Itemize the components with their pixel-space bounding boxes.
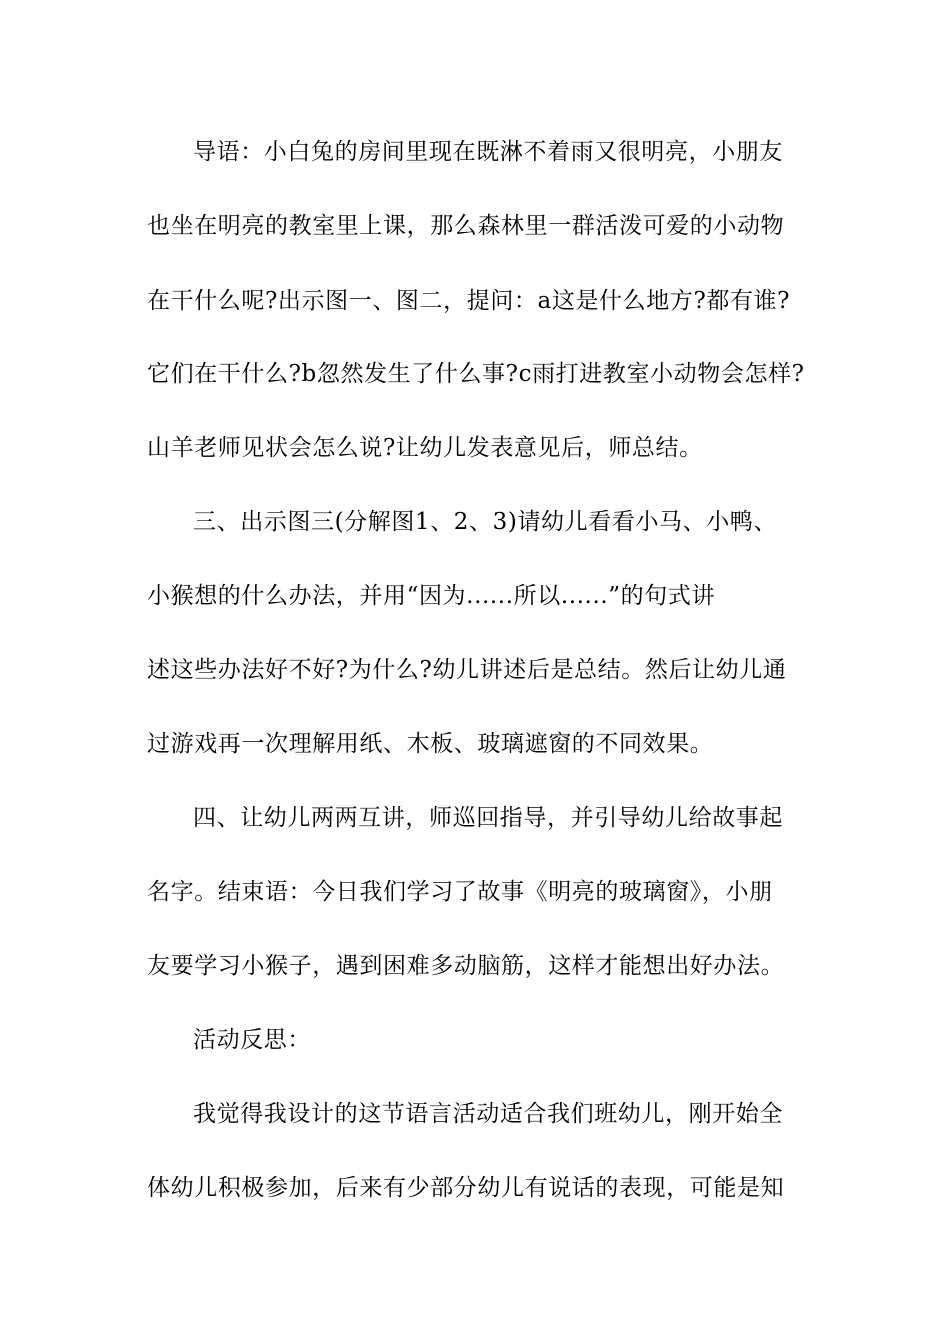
paragraph-line: 小猴想的什么办法，并用“因为......所以......”的句式讲 <box>147 583 716 609</box>
paragraph-line: 导语：小白兔的房间里现在既淋不着雨又很明亮，小朋友 <box>193 139 783 165</box>
paragraph-line: 我觉得我设计的这节语言活动适合我们班幼儿，刚开始全 <box>193 1101 783 1127</box>
paragraph-line: 四、让幼儿两两互讲，师巡回指导，并引导幼儿给故事起 <box>193 805 783 831</box>
paragraph-line: 在干什么呢?出示图一、图二，提问：a这是什么地方?都有谁? <box>147 288 791 314</box>
paragraph-line: 过游戏再一次理解用纸、木板、玻璃遮窗的不同效果。 <box>147 731 714 757</box>
paragraph-line: 名字。结束语：今日我们学习了故事《明亮的玻璃窗》，小朋 <box>147 879 773 905</box>
paragraph-line: 也坐在明亮的教室里上课，那么森林里一群活泼可爱的小动物 <box>147 213 785 239</box>
paragraph-line: 山羊老师见状会怎么说?让幼儿发表意见后，师总结。 <box>147 435 703 461</box>
section-heading: 活动反思： <box>193 1027 311 1053</box>
paragraph-line: 体幼儿积极参加，后来有少部分幼儿有说话的表现，可能是知 <box>147 1175 785 1201</box>
paragraph-line: 三、出示图三(分解图1、2、3)请幼儿看看小马、小鸭、 <box>193 509 778 535</box>
paragraph-line: 它们在干什么?b忽然发生了什么事?c雨打进教室小动物会怎样? <box>147 361 805 387</box>
paragraph-line: 友要学习小猴子，遇到困难多动脑筋，这样才能想出好办法。 <box>147 953 785 979</box>
paragraph-line: 述这些办法好不好?为什么?幼儿讲述后是总结。然后让幼儿通 <box>147 657 787 683</box>
